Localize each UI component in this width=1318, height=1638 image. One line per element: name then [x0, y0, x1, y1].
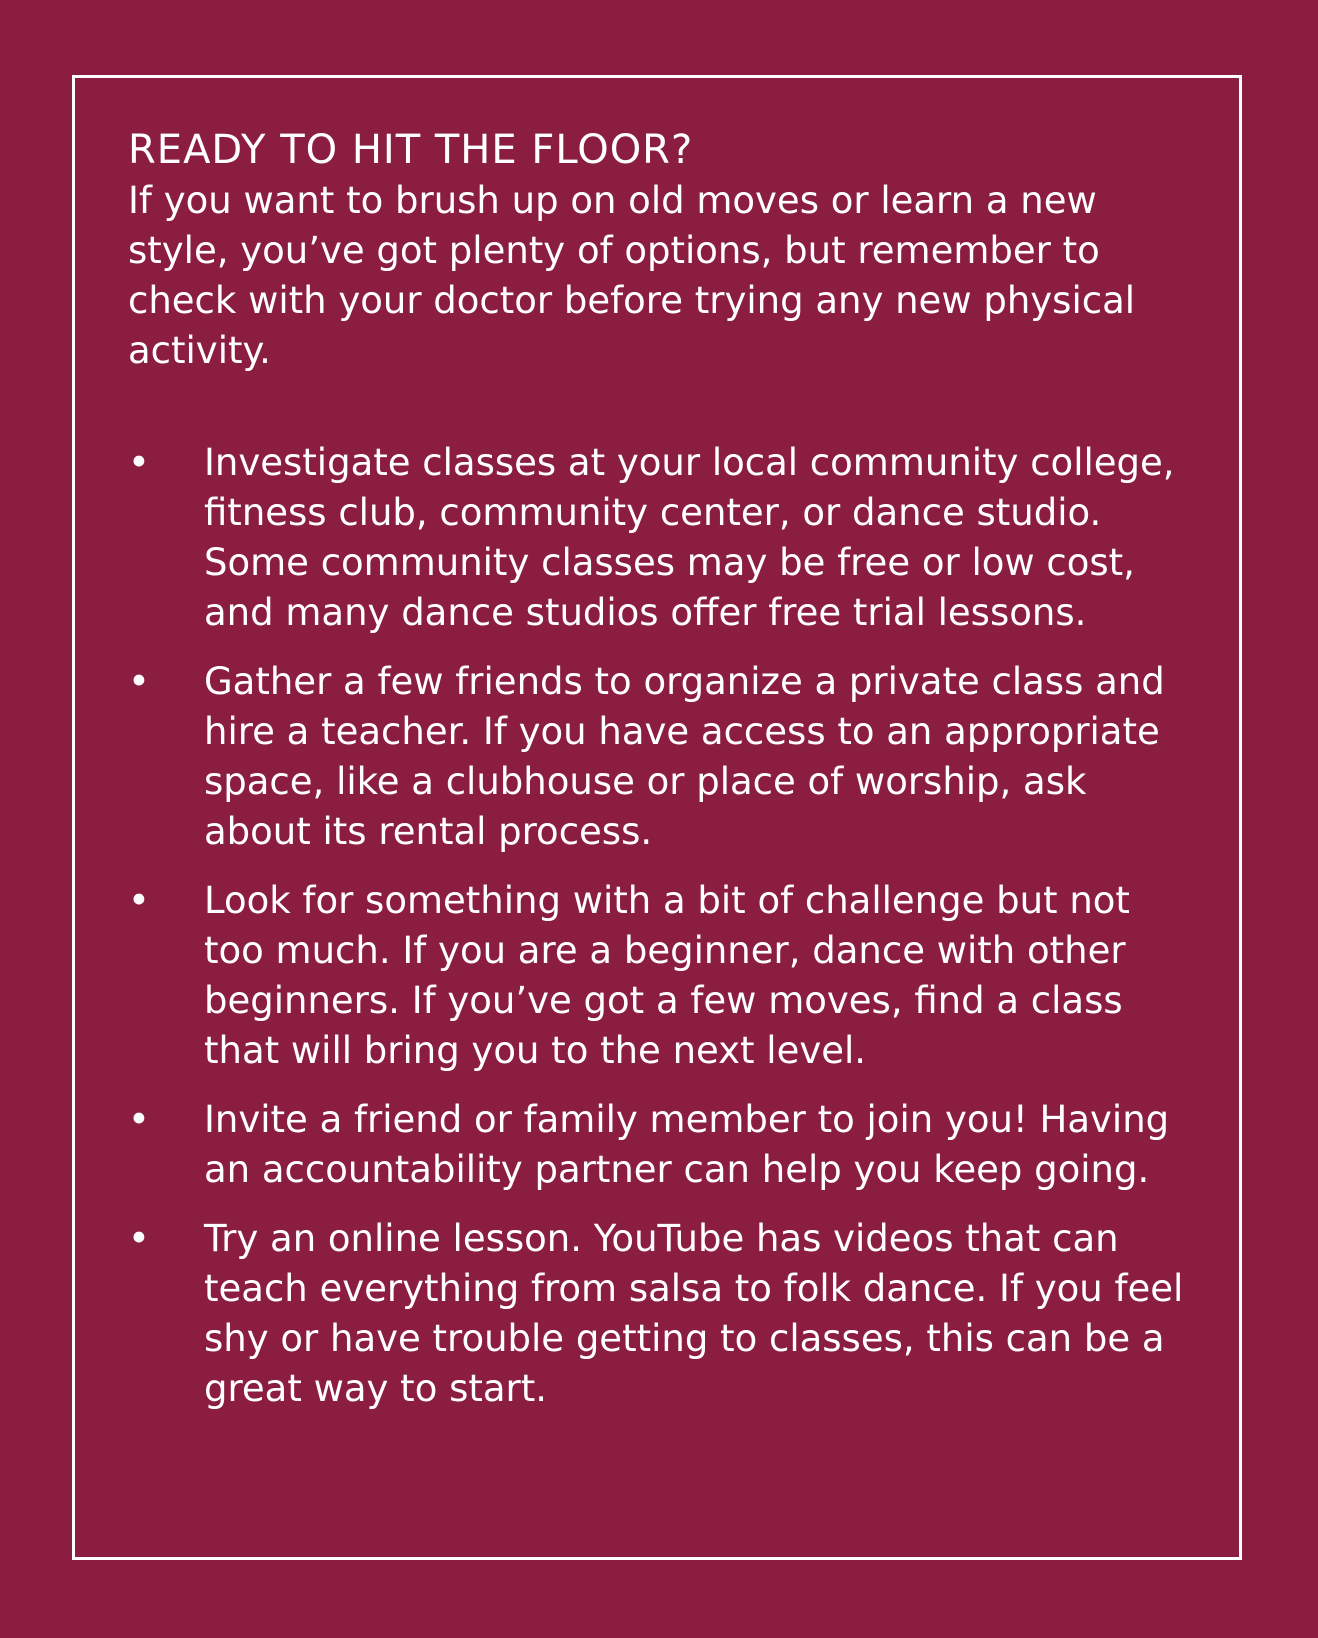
tip-text: Try an online lesson. YouTube has videos that can teach everything from salsa to folk dance. If you feel shy or have trouble getting to classes, this can be a great way to start. — [204, 1217, 1184, 1410]
tip-text: Investigate classes at your local community college, fitness club, community center, or dance studio. Some community classes may be free or low cost, and many dance studios offer free trial lessons. — [204, 441, 1175, 634]
tip-text: Gather a few friends to organize a private class and hire a teacher. If you have access to an appropriate space, like a clubhouse or place of worship, ask about its rental process. — [204, 660, 1165, 853]
list-item — [128, 876, 1188, 1076]
bullet-icon: • — [128, 441, 150, 484]
page-title: READY TO HIT THE FLOOR? — [128, 127, 694, 173]
bullet-icon: • — [128, 660, 150, 703]
intro-paragraph: If you want to brush up on old moves or learn a new style, you’ve got plenty of options, but remember to check with your doctor before trying any new physical activity. — [128, 179, 1136, 372]
list-item — [128, 438, 1188, 638]
tips-list — [128, 438, 1188, 1414]
list-item — [128, 657, 1188, 857]
tip-text: Invite a friend or family member to join you! Having an accountability partner can help you keep going. — [204, 1098, 1170, 1191]
bullet-icon: • — [128, 1217, 150, 1260]
tip-text: Look for something with a bit of challenge but not too much. If you are a beginner, dance with other beginners. If you’ve got a few moves, find a class that will bring you to the next level. — [204, 879, 1130, 1072]
bullet-icon: • — [128, 879, 150, 922]
info-panel — [128, 124, 1188, 1433]
list-item — [128, 1095, 1188, 1195]
list-item — [128, 1214, 1188, 1414]
bullet-icon: • — [128, 1098, 150, 1141]
